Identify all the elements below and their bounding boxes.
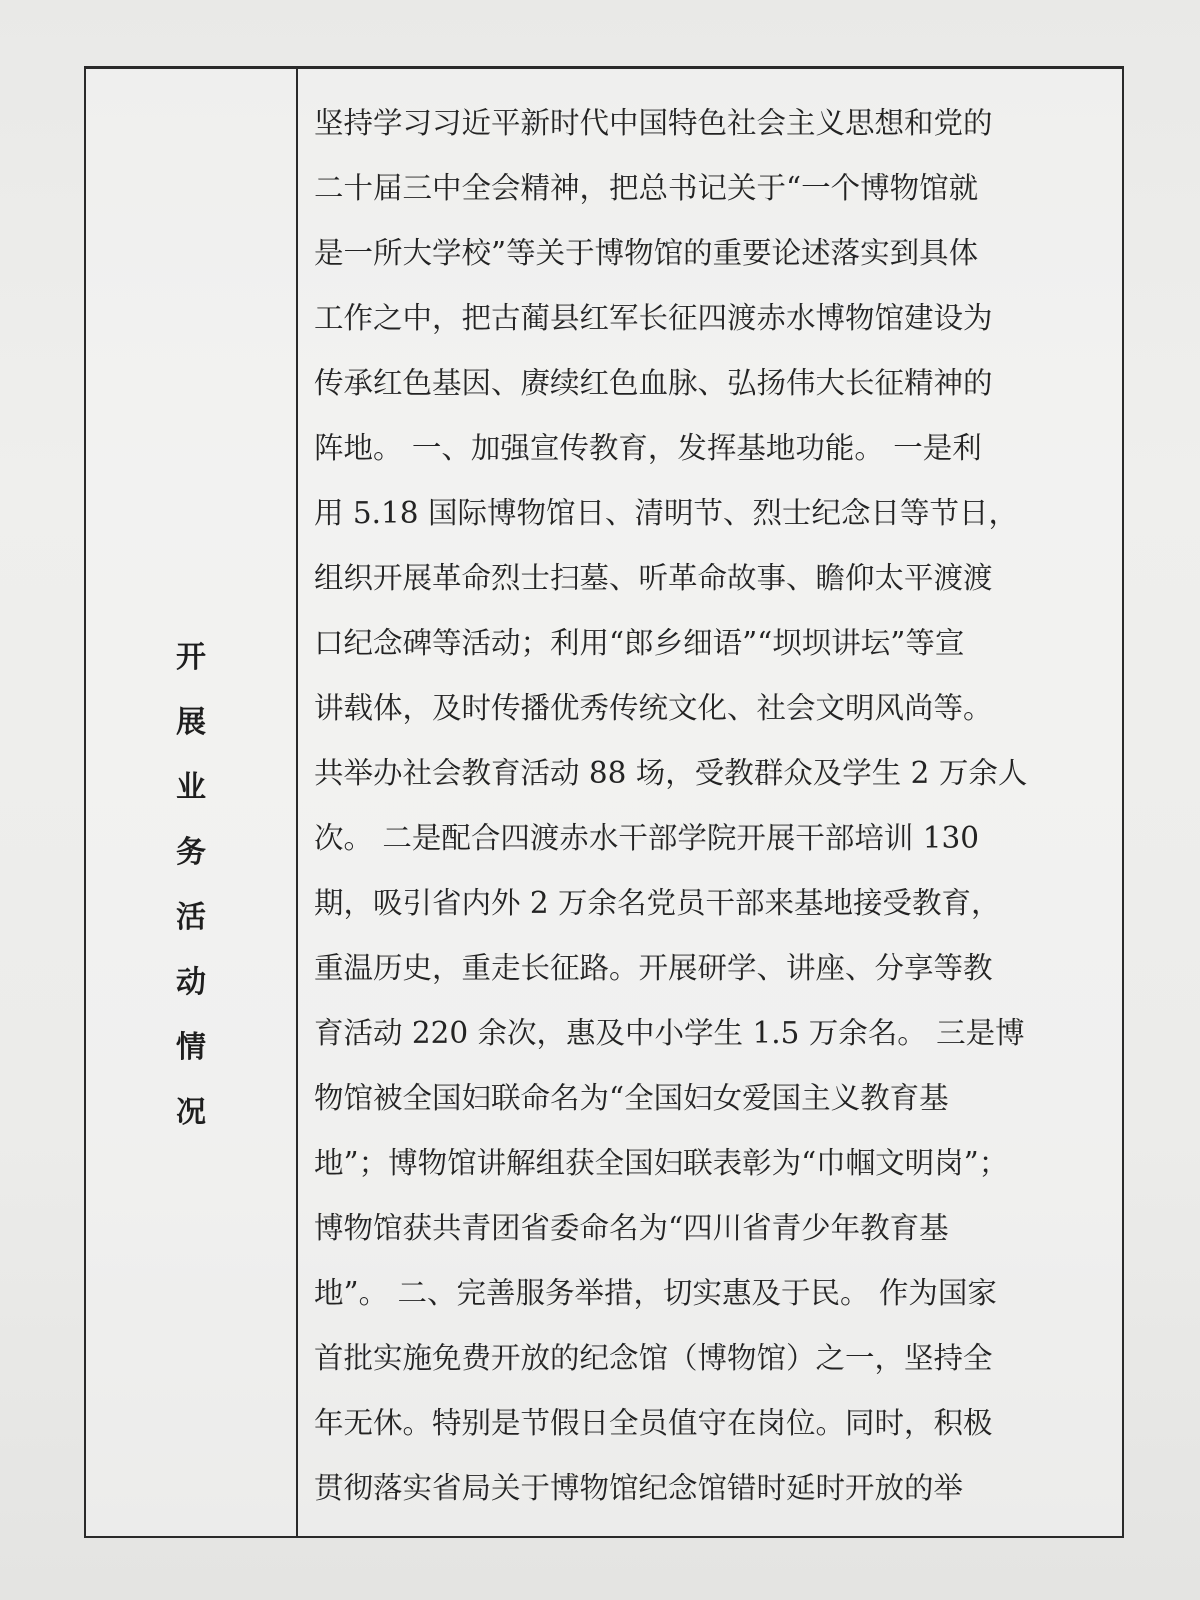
- label-char: 开: [176, 640, 206, 675]
- content-line: 物馆被全国妇联命名为“全国妇女爱国主义教育基: [314, 1081, 949, 1115]
- label-cell: [86, 69, 298, 1536]
- label-char: 活: [176, 900, 206, 935]
- content-line: 阵地。 一、加强宣传教育，发挥基地功能。 一是利: [314, 431, 982, 465]
- label-char: 业: [176, 770, 206, 805]
- content-line: 次。 二是配合四渡赤水干部学院开展干部培训 130: [314, 821, 980, 855]
- content-line: 传承红色基因、赓续红色血脉、弘扬伟大长征精神的: [314, 366, 993, 400]
- content-line: 育活动 220 余次，惠及中小学生 1.5 万余名。 三是博: [314, 1016, 1025, 1050]
- content-line: 口纪念碑等活动；利用“郎乡细语”“坝坝讲坛”等宣: [314, 626, 965, 660]
- row-label: [86, 625, 296, 1145]
- label-char: 动: [176, 965, 206, 1000]
- content-line: 二十届三中全会精神，把总书记关于“一个博物馆就: [314, 171, 979, 205]
- content-line: 地”。 二、完善服务举措，切实惠及于民。 作为国家: [314, 1276, 997, 1310]
- label-char: 况: [176, 1095, 206, 1130]
- label-char: 情: [176, 1030, 206, 1065]
- content-line: 重温历史，重走长征路。开展研学、讲座、分享等教: [314, 951, 993, 985]
- content-line: 期，吸引省内外 2 万余名党员干部来基地接受教育，: [314, 886, 1001, 920]
- content-line: 年无休。特别是节假日全员值守在岗位。同时，积极: [314, 1406, 993, 1440]
- label-char: 务: [176, 835, 206, 870]
- content-line: 共举办社会教育活动 88 场，受教群众及学生 2 万余人: [314, 756, 1028, 790]
- content-line: 组织开展革命烈士扫墓、听革命故事、瞻仰太平渡渡: [314, 561, 993, 595]
- content-line: 贯彻落实省局关于博物馆纪念馆错时延时开放的举: [314, 1471, 964, 1505]
- content-paragraph: [314, 91, 1108, 1521]
- label-char: 展: [176, 705, 206, 740]
- content-line: 用 5.18 国际博物馆日、清明节、烈士纪念日等节日，: [314, 496, 1018, 530]
- content-cell: [298, 69, 1122, 1536]
- content-line: 博物馆获共青团省委命名为“四川省青少年教育基: [314, 1211, 949, 1245]
- content-line: 地”；博物馆讲解组获全国妇联表彰为“巾帼文明岗”；: [314, 1146, 1009, 1180]
- content-line: 首批实施免费开放的纪念馆（博物馆）之一，坚持全: [314, 1341, 993, 1375]
- content-line: 讲载体，及时传播优秀传统文化、社会文明风尚等。: [314, 691, 993, 725]
- form-table: [84, 66, 1124, 1538]
- content-line: 工作之中，把古蔺县红军长征四渡赤水博物馆建设为: [314, 301, 993, 335]
- content-line: 是一所大学校”等关于博物馆的重要论述落实到具体: [314, 236, 979, 270]
- content-line: 坚持学习习近平新时代中国特色社会主义思想和党的: [314, 106, 993, 140]
